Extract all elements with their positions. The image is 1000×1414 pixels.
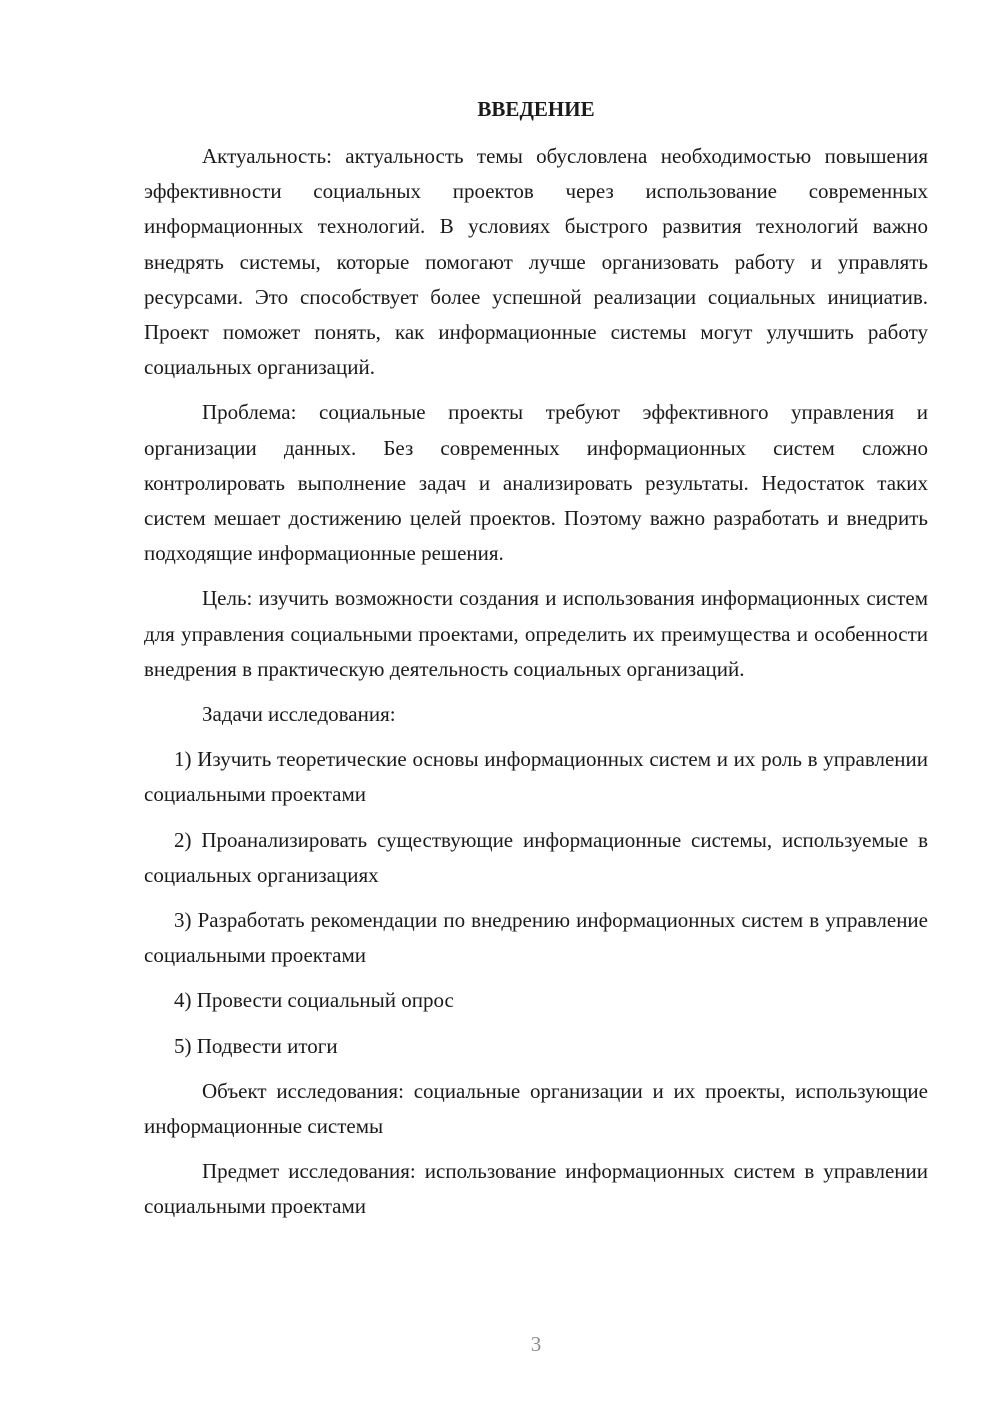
task-item: 4) Провести социальный опрос [174, 988, 454, 1013]
subject-paragraph: Предмет исследования: использование информационных систем в управлении социальными проектами [144, 1159, 928, 1219]
task-item: 5) Подвести итоги [174, 1033, 338, 1058]
goal-paragraph: Цель: изучить возможности создания и использования информационных систем для управления социальными проектами, определить их преимущества и особенности внедрения в практическую деятельность социальных организаций. [144, 586, 928, 681]
task-item: 1) Изучить теоретические основы информационных систем и их роль в управлении социальными проектами [144, 747, 928, 807]
page-number: 3 [530, 1332, 542, 1356]
problem-paragraph: Проблема: социальные проекты требуют эффективного управления и организации данных. Без современных информационных систем сложно контролировать выполнение задач и анализировать результаты. Недостаток таких систем мешает достижению целей проектов. Поэтому важно разработать и внедрить подходящие информационные решения. [144, 400, 928, 566]
page-title: ВВЕДЕНИЕ [477, 97, 595, 121]
task-item: 3) Разработать рекомендации по внедрению информационных систем в управление социальными проектами [144, 908, 928, 968]
task-item: 2) Проанализировать существующие информационные системы, используемые в социальных организациях [144, 827, 928, 887]
relevance-paragraph: Актуальность: актуальность темы обусловлена необходимостью повышения эффективности социальных проектов через использование современных информационных технологий. В условиях быстрого развития технологий важно внедрять системы, которые помогают лучше организовать работу и управлять ресурсами. Это способствует более успешной реализации социальных инициатив. Проект поможет понять, как информационные системы могут улучшить работу социальных организаций. [144, 144, 928, 380]
object-paragraph: Объект исследования: социальные организации и их проекты, использующие информационные системы [144, 1078, 928, 1139]
tasks-heading: Задачи исследования: [202, 702, 396, 727]
document-page [144, 92, 928, 1235]
